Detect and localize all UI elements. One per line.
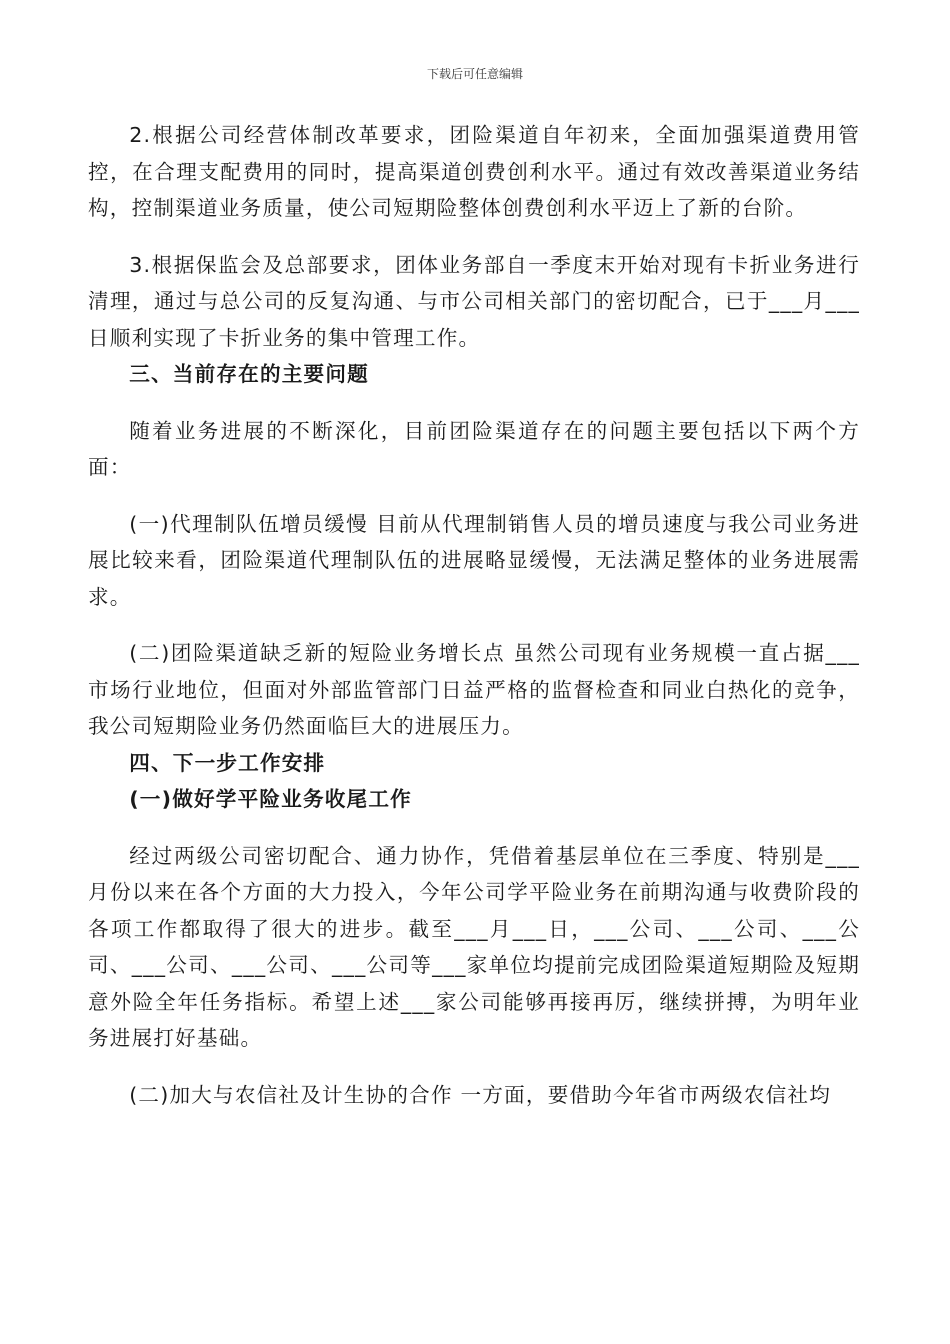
paragraph-nongxinshe: (二)加大与农信社及计生协的合作 一方面，要借助今年省市两级农信社均 (129, 1082, 832, 1107)
paragraph-problem-2: (二)团险渠道缺乏新的短险业务增长点 虽然公司现有业务规模一直占据___市场行业地位，但面对外部监管部门日益严格的监督检查和同业白热化的竞争，我公司短期险业务仍然面临巨大的进展压力。 (88, 641, 860, 738)
paragraph-intro-problems: 随着业务进展的不断深化，目前团险渠道存在的问题主要包括以下两个方面： (88, 418, 860, 479)
paragraph-xueping: 经过两级公司密切配合、通力协作，凭借着基层单位在三季度、特别是___月份以来在各个方面的大力投入，今年公司学平险业务在前期沟通与收费阶段的各项工作都取得了很大的进步。截至___月___日，___公司、___公司、___公司、___公司、___公司、___公司等___家单位均提前完成团险渠道短期险及短期意外险全年任务指标。希望上述___家公司能够再接再厉，继续拼搏，为明年业务进展打好基础。 (88, 843, 860, 1050)
section-heading-3: 三、当前存在的主要问题 (129, 362, 369, 386)
document-body (88, 117, 860, 1113)
subsection-heading-4-1: (一)做好学平险业务收尾工作 (129, 787, 412, 811)
paragraph-2: 2.根据公司经营体制改革要求，团险渠道自年初来，全面加强渠道费用管控，在合理支配费用的同时，提高渠道创费创利水平。通过有效改善渠道业务结构，控制渠道业务质量，使公司短期险整体创费创利水平迈上了新的台阶。 (88, 123, 860, 220)
paragraph-3: 3.根据保监会及总部要求，团体业务部自一季度末开始对现有卡折业务进行清理，通过与总公司的反复沟通、与市公司相关部门的密切配合，已于___月___日顺利实现了卡折业务的集中管理工作。 (88, 252, 860, 350)
section-heading-4: 四、下一步工作安排 (129, 750, 326, 775)
header-note: 下载后可任意编辑 (426, 67, 523, 81)
paragraph-problem-1: (一)代理制队伍增员缓慢 目前从代理制销售人员的增员速度与我公司业务进展比较来看，团险渠道代理制队伍的进展略显缓慢，无法满足整体的业务进展需求。 (88, 511, 860, 609)
